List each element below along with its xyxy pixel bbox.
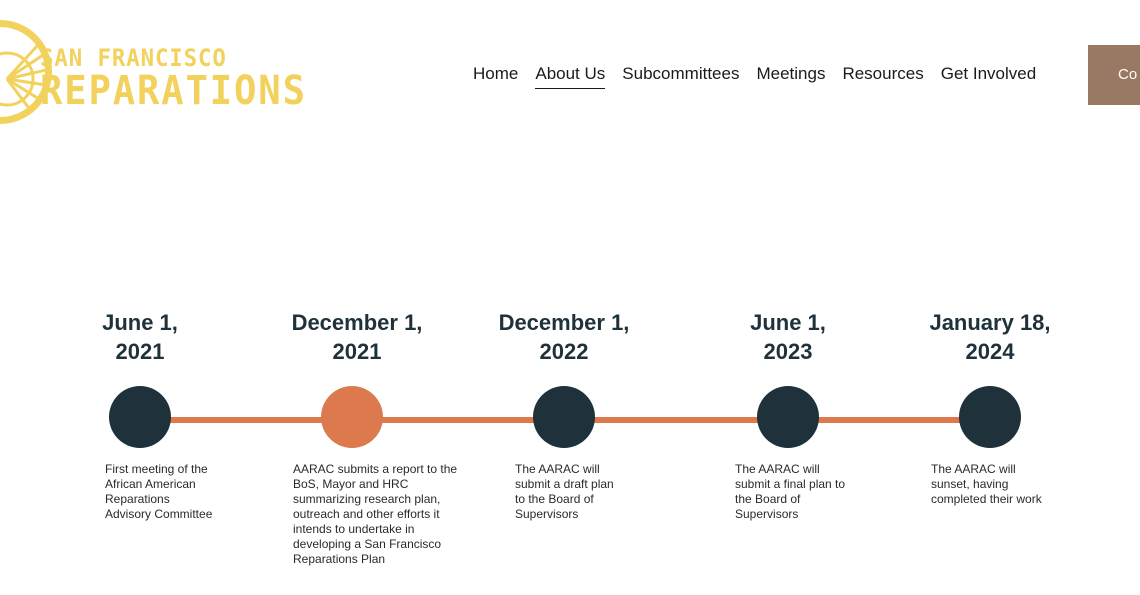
nav-home[interactable]: Home [473,64,519,83]
nav-resources[interactable]: Resources [842,64,924,83]
milestone-date: December 1, 2022 [498,310,630,364]
nav-subcommittees[interactable]: Subcommittees [622,64,740,83]
nav-about-us[interactable]: About Us [535,64,605,89]
milestone-description: The AARAC will sunset, having completed their work [931,462,1042,506]
milestone-dot [757,386,819,448]
contact-button[interactable]: Co [1088,45,1140,105]
milestone-date: December 1, 2021 [291,310,423,364]
nav-get-involved[interactable]: Get Involved [940,64,1037,83]
site-logo[interactable] [0,14,350,134]
nav-meetings[interactable]: Meetings [756,64,826,83]
milestone-dot [959,386,1021,448]
milestone-description: AARAC submits a report to the BoS, Mayor and HRC summarizing research plan, outreach and other efforts it intends to undertake in developing a San Francisco Reparations Plan [293,462,458,566]
logo-text-city: SAN FRANCISCO [40,44,227,72]
milestone-dot [533,386,595,448]
milestone-description: The AARAC will submit a draft plan to the Board of Supervisors [515,462,614,521]
milestone-date: January 18, 2024 [929,310,1051,364]
milestone-date: June 1, 2021 [102,310,178,364]
milestone-description: First meeting of the African American Reparations Advisory Committee [105,462,213,521]
logo-text-title: REPARATIONS [40,68,307,114]
milestone-dot [109,386,171,448]
main-nav [473,64,1036,89]
milestone-dot-highlight [321,386,383,448]
milestone-date: June 1, 2023 [750,310,826,364]
timeline-graphic [0,290,1140,580]
milestone-description: The AARAC will submit a final plan to the Board of Supervisors [735,462,846,521]
